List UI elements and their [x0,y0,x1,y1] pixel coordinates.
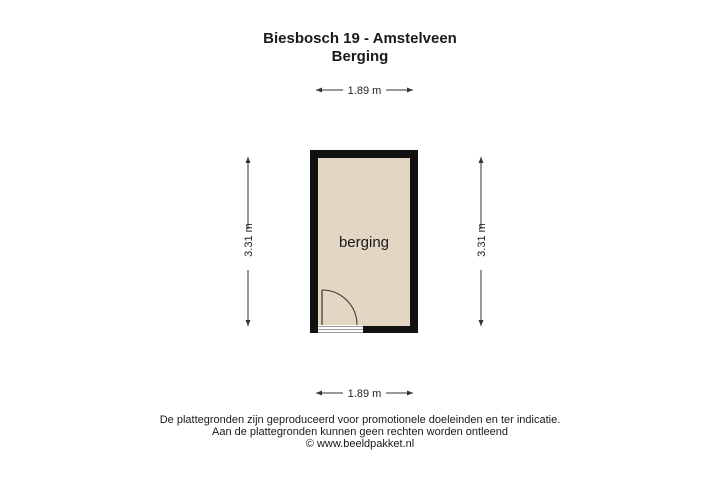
dimension-right-label: 3.31 m [476,223,488,257]
disclaimer-line-2: Aan de plattegronden kunnen geen rechten worden ontleend [211,426,508,438]
plan-title-floor: Berging [331,48,389,65]
dimension-bottom-label: 1.89 m [347,388,382,400]
dimension-left-label: 3.31 m [243,223,255,257]
dimension-bottom [316,388,413,400]
room-label: berging [338,234,390,251]
copyright-line: © www.beeldpakket.nl [305,438,415,450]
dimension-left [243,157,255,326]
dimension-top [316,85,413,97]
disclaimer-line-1: De plattegronden zijn geproduceerd voor promotionele doeleinden en ter indicatie. [159,414,561,426]
plan-title-address: Biesbosch 19 - Amstelveen [263,30,457,47]
dimension-right [476,157,488,326]
room-berging [310,150,418,334]
dimension-top-label: 1.89 m [347,85,382,97]
